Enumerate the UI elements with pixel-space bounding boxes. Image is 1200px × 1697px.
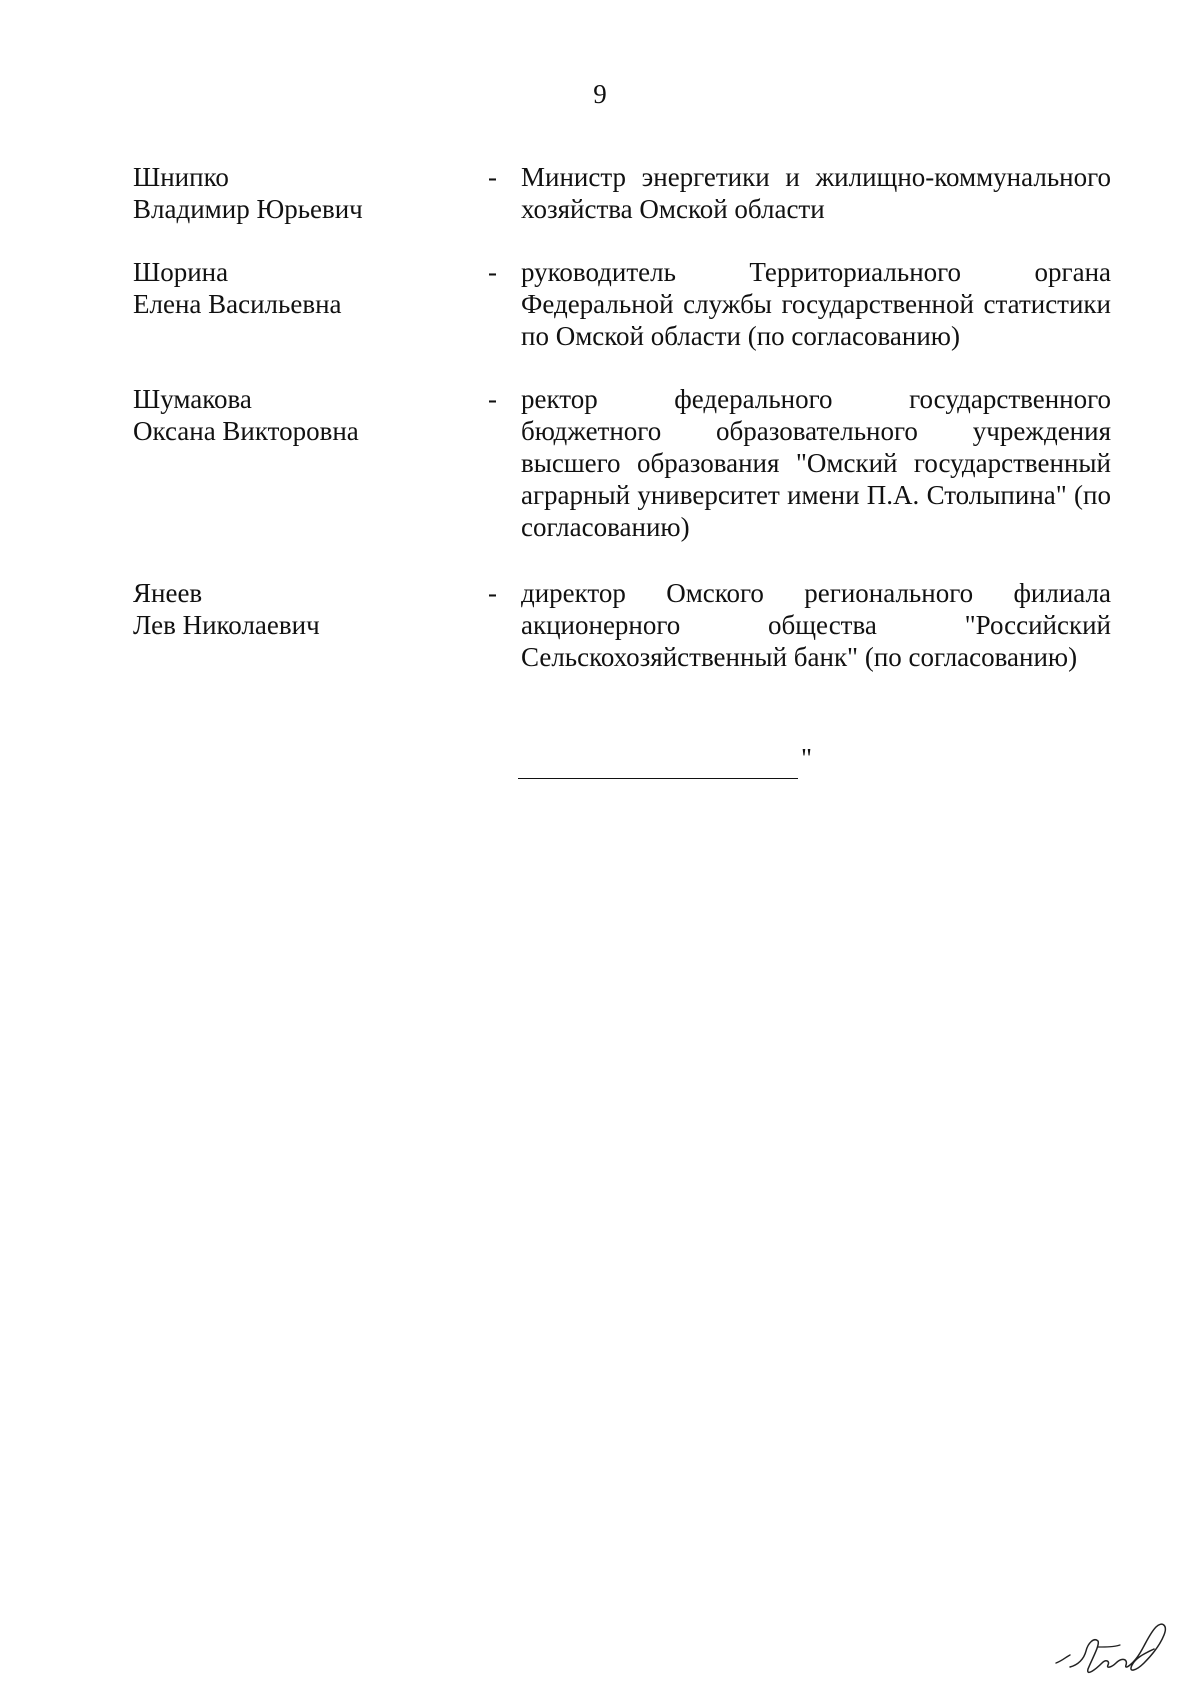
member-position: руководитель Территориального органа Федеральной службы государственной статистики по Омской области (по согласованию) [521,257,1111,351]
member-entry-shumakova [133,383,1113,543]
member-given-names: Елена Васильевна [133,289,342,319]
separator-dash: - [488,162,497,192]
separator-dash: - [488,257,497,287]
handwritten-signature-icon [1050,1607,1180,1687]
member-position: директор Омского регионального филиала акционерного общества "Российский Сельскохозяйственный банк" (по согласованию) [521,578,1111,672]
member-name [133,256,485,352]
member-surname: Янеев [133,578,203,608]
member-surname: Шнипко [133,162,229,192]
member-position: Министр энергетики и жилищно-коммунального хозяйства Омской области [521,162,1111,224]
closing-quote: " [801,743,813,773]
member-name [133,577,485,673]
member-entry-yaneev [133,577,1113,673]
member-given-names: Оксана Викторовна [133,416,359,446]
member-name [133,161,485,225]
member-surname: Шумакова [133,384,252,414]
member-list [133,161,1113,704]
member-entry-shnipko [133,161,1113,225]
separator-dash: - [488,578,497,608]
member-name [133,383,485,543]
separator-dash: - [488,384,497,414]
page-number: 9 [593,79,607,109]
member-position: ректор федерального государственного бюджетного образовательного учреждения высшего образования "Омский государственный аграрный университет имени П.А. Столыпина" (по согласованию) [521,384,1111,542]
member-given-names: Лев Николаевич [133,610,320,640]
closing-rule [518,778,798,779]
member-given-names: Владимир Юрьевич [133,194,363,224]
closing-mark [518,743,818,784]
member-surname: Шорина [133,257,229,287]
member-entry-shorina [133,256,1113,352]
